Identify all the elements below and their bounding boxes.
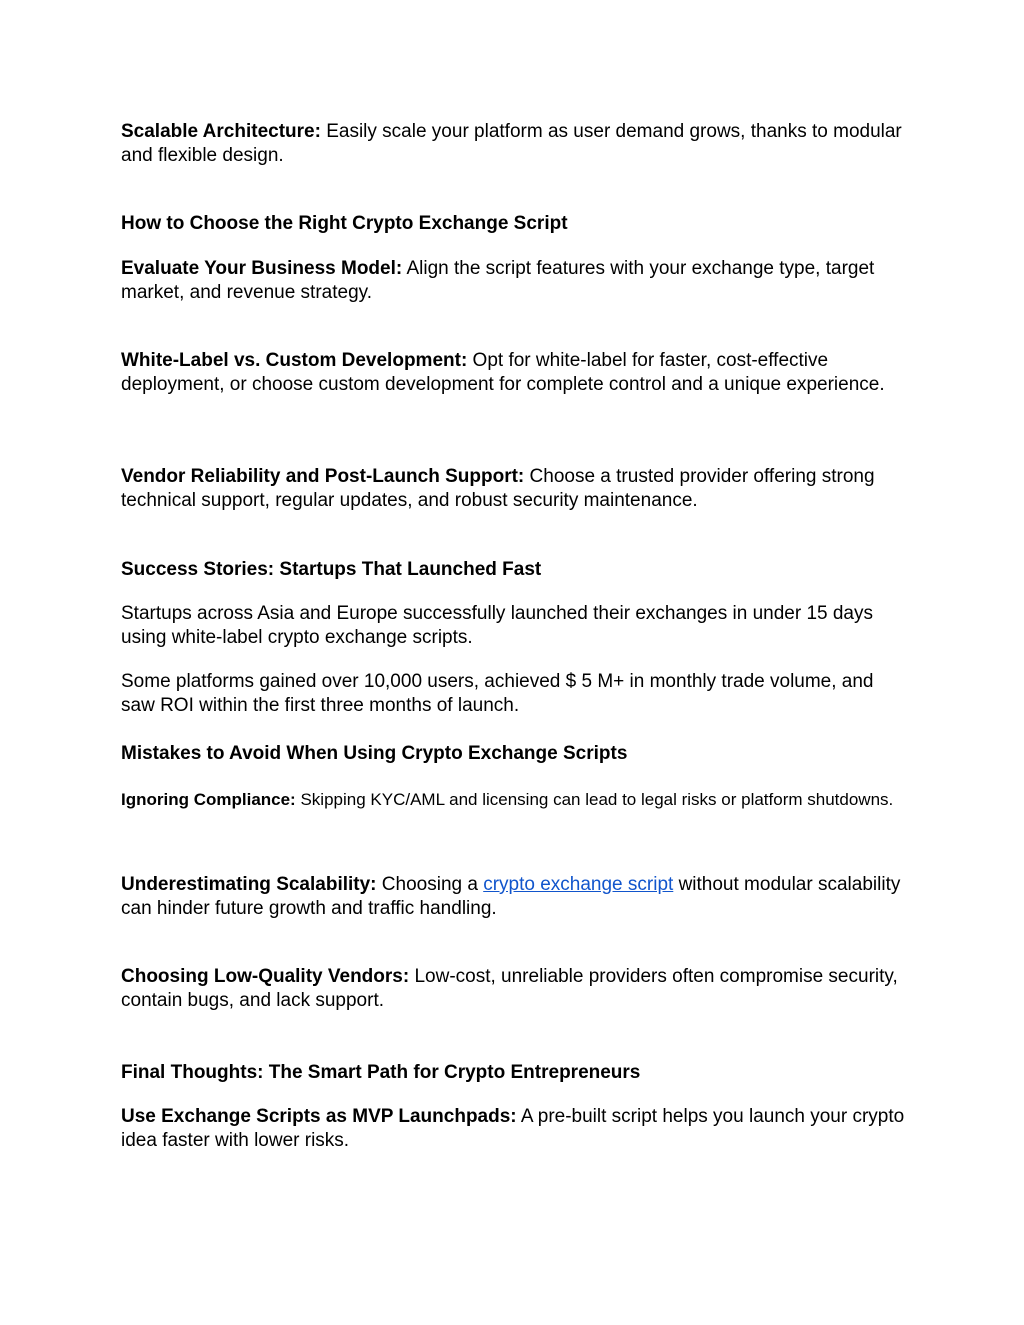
paragraph-label: Underestimating Scalability: <box>121 874 377 895</box>
paragraph-text: Low-cost, unreliable providers often compromise security, contain bugs, and lack support. <box>121 966 898 1011</box>
heading-how-to-choose: How to Choose the Right Crypto Exchange Script <box>121 213 568 234</box>
paragraph-white-label-vs-custom <box>121 349 911 397</box>
paragraph-evaluate-business-model <box>121 257 911 305</box>
paragraph-text: A pre-built script helps you launch your crypto idea faster with lower risks. <box>121 1106 905 1151</box>
paragraph-text: Easily scale your platform as user demand grows, thanks to modular and flexible design. <box>121 121 902 166</box>
heading-success-stories: Success Stories: Startups That Launched Fast <box>121 559 542 580</box>
paragraph-text: Opt for white-label for faster, cost-effective deployment, or choose custom development for complete control and a unique experience. <box>121 350 885 395</box>
paragraph-text: Choose a trusted provider offering strong technical support, regular updates, and robust security maintenance. <box>121 466 875 511</box>
paragraph-startups: Startups across Asia and Europe successfully launched their exchanges in under 15 days using white-label crypto exchange scripts. <box>121 603 874 648</box>
paragraph-label: Choosing Low-Quality Vendors: <box>121 966 410 987</box>
paragraph-label: Use Exchange Scripts as MVP Launchpads: <box>121 1106 517 1127</box>
paragraph-text: Choosing a <box>376 874 484 895</box>
paragraph-scalable-architecture <box>121 120 911 168</box>
paragraph-ignoring-compliance <box>121 789 911 810</box>
paragraph-underestimating-scalability <box>121 873 911 921</box>
paragraph-text: Skipping KYC/AML and licensing can lead to legal risks or platform shutdowns. <box>295 790 894 809</box>
paragraph-mvp-launchpads <box>121 1105 911 1153</box>
crypto-exchange-script-link[interactable]: crypto exchange script <box>483 874 674 895</box>
paragraph-low-quality-vendors <box>121 965 911 1013</box>
heading-final-thoughts: Final Thoughts: The Smart Path for Crypto Entrepreneurs <box>121 1062 641 1083</box>
paragraph-label: Scalable Architecture: <box>121 121 321 142</box>
heading-mistakes-to-avoid: Mistakes to Avoid When Using Crypto Exchange Scripts <box>121 743 628 764</box>
paragraph-label: Evaluate Your Business Model: <box>121 258 403 279</box>
paragraph-text: Align the script features with your exchange type, target market, and revenue strategy. <box>121 258 875 303</box>
paragraph-text: without modular scalability can hinder future growth and traffic handling. <box>121 874 901 919</box>
paragraph-label: White-Label vs. Custom Development: <box>121 350 468 371</box>
paragraph-label: Vendor Reliability and Post-Launch Support: <box>121 466 525 487</box>
paragraph-platforms: Some platforms gained over 10,000 users, achieved $ 5 M+ in monthly trade volume, and saw ROI within the first three months of launch. <box>121 671 874 716</box>
paragraph-vendor-reliability <box>121 465 911 513</box>
paragraph-label: Ignoring Compliance: <box>121 790 296 809</box>
